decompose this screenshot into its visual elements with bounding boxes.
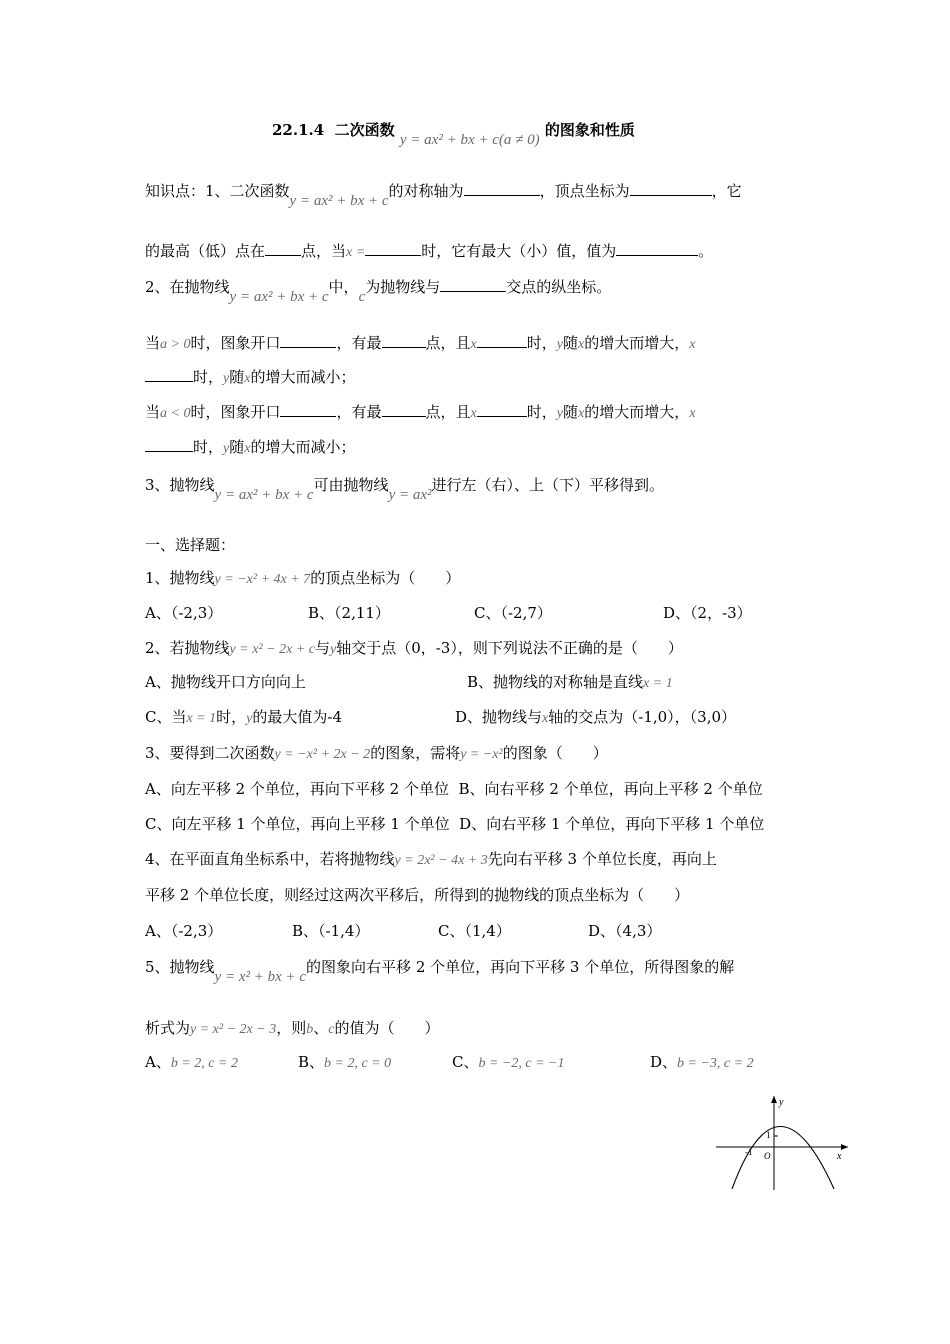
question-4-line-2: 平移 2 个单位长度，则经过这两次平移后，所得到的抛物线的顶点坐标为（ ） [145,886,690,904]
x-axis-arrow-icon [841,1144,848,1150]
blank [145,367,193,382]
title-formula: y = ax² + bx + c(a ≠ 0) [399,132,540,148]
tick-label-1: 1 [766,1130,771,1140]
blank [464,181,540,196]
q4-option-a: A、（-2,3） [145,922,223,940]
parabola-graph [712,1092,852,1192]
blank [265,241,301,256]
knowledge-line-3: 2、在抛物线y = ax² + bx + c中，c为抛物线与 交点的纵坐标。 [145,278,612,305]
knowledge-line-4: 当a > 0时，图象开口 ，有最 点，且x 时，y随x的增大而增大，x [145,334,696,352]
blank [280,333,336,348]
q5-option-a: A、b = 2, c = 2 [145,1053,238,1071]
q2-option-a: A、抛物线开口方向向上 [145,673,306,691]
q4-option-d: D、（4,3） [588,922,662,940]
origin-label: O [764,1151,771,1161]
q5-option-c: C、b = −2, c = −1 [452,1053,565,1071]
blank [477,402,527,417]
blank [382,333,426,348]
q1-option-b: B、（2,11） [308,604,390,622]
blank [145,437,193,452]
page-title: 22.1.4 二次函数 y = ax² + bx + c(a ≠ 0) 的图象和性质 [272,121,635,148]
question-4: 4、在平面直角坐标系中，若将抛物线y = 2x² − 4x + 3先向右平移 3 个单位长度，再向上 [145,850,717,868]
q3-options-ab: A、向左平移 2 个单位，再向下平移 2 个单位 B、向右平移 2 个单位，再向上平移 2 个单位 [145,780,763,798]
question-2: 2、若抛物线y = x² − 2x + c与y轴交于点（0，-3），则下列说法不正确的是（ ） [145,639,683,657]
q2-option-c: C、当x = 1时，y的最大值为-4 [145,708,343,726]
q1-option-a: A、（-2,3） [145,604,223,622]
q5-option-b: B、b = 2, c = 0 [298,1053,392,1071]
q5-option-d: D、b = −3, c = 2 [650,1053,754,1071]
knowledge-line-2: 的最高（低）点在 点，当x = 时，它有最大（小）值，值为 。 [145,242,714,260]
x-label: x [837,1151,842,1162]
knowledge-line-1: 知识点：1、二次函数y = ax² + bx + c的对称轴为 ，顶点坐标为 ，它 [145,182,742,209]
knowledge-line-6: 当a < 0时，图象开口 ，有最 点，且x 时，y随x的增大而增大，x [145,403,696,421]
q1-option-d: D、（2，-3） [663,604,752,622]
knowledge-line-8: 3、抛物线y = ax² + bx + c可由抛物线y = ax²进行左（右）、上（下）平移得到。 [145,476,665,503]
blank [365,241,421,256]
blank [616,241,698,256]
knowledge-line-5: 时，y随x的增大而减小； [145,366,355,390]
tick-label-neg1: -1 [745,1147,753,1157]
question-5: 5、抛物线y = x² + bx + c的图象向右平移 2 个单位，再向下平移 3 个单位，所得图象的解 [145,958,735,985]
section-heading: 一、选择题： [145,536,236,554]
question-3: 3、要得到二次函数y = −x² + 2x − 2的图象，需将y = −x²的图象（ ） [145,744,608,762]
blank [280,402,336,417]
blank [477,333,527,348]
y-axis-arrow-icon [771,1096,777,1103]
question-5-line-2: 析式为y = x² − 2x − 3，则b、c的值为（ ） [145,1019,440,1037]
knowledge-line-7: 时，y随x的增大而减小； [145,436,355,460]
y-label: y [779,1097,784,1108]
blank [440,277,506,292]
q2-option-b: B、抛物线的对称轴是直线x = 1 [467,673,673,691]
q4-option-c: C、（1,4） [438,922,511,940]
q1-option-c: C、（-2,7） [474,604,552,622]
parabola-curve [732,1127,834,1190]
blank [382,402,426,417]
q3-options-cd: C、向左平移 1 个单位，再向上平移 1 个单位 D、向右平移 1 个单位，再向下平移 1 个单位 [145,815,765,833]
q4-option-b: B、（-1,4） [292,922,370,940]
blank [630,181,712,196]
question-1: 1、抛物线y = −x² + 4x + 7的顶点坐标为（ ） [145,569,461,587]
q2-option-d: D、抛物线与x轴的交点为（-1,0），（3,0） [455,708,737,726]
